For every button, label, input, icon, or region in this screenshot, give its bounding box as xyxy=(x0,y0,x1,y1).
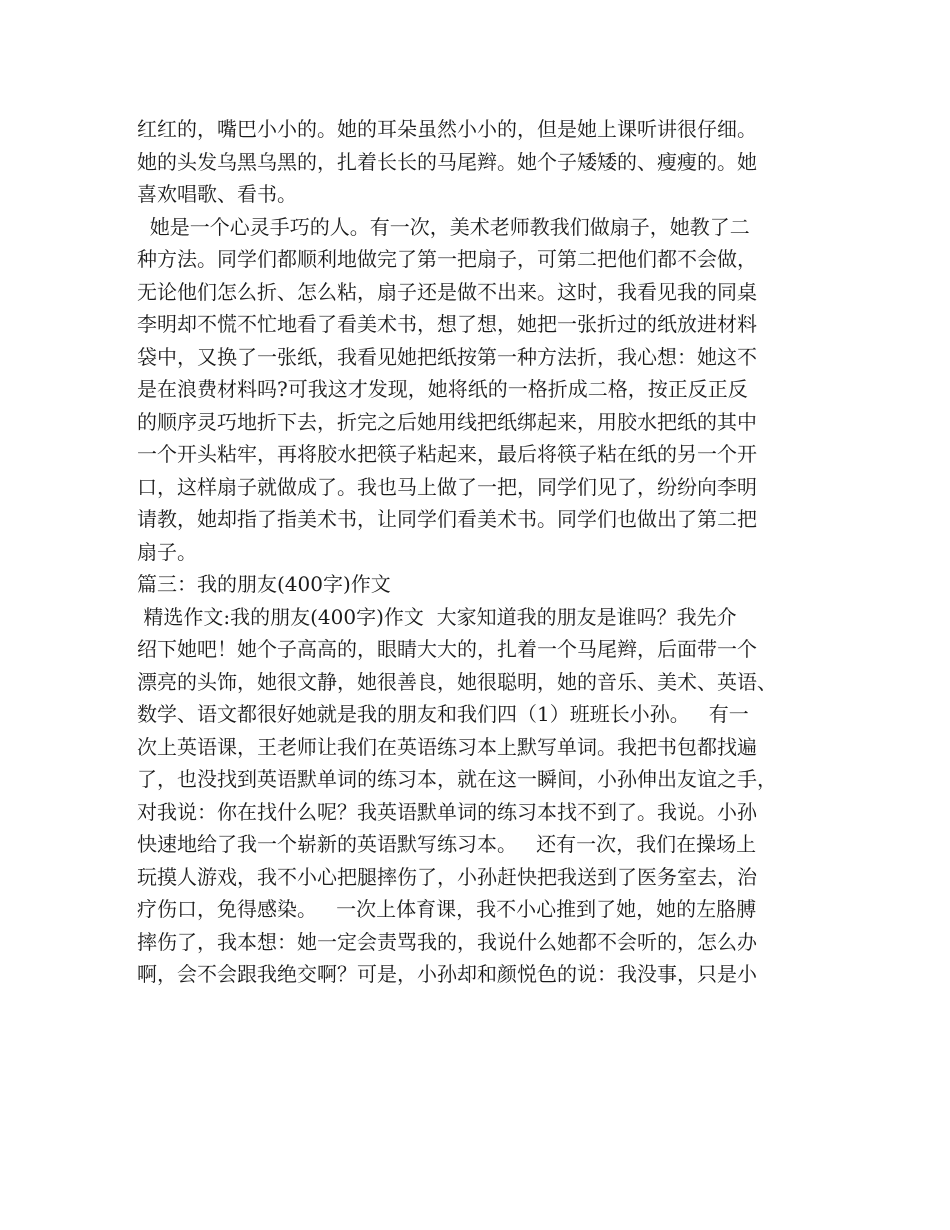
text-line: 袋中，又换了一张纸，我看见她把纸按第一种方法折，我心想：她这不 xyxy=(137,344,757,369)
text-line: 请教，她却指了指美术书，让同学们看美术书。同学们也做出了第二把 xyxy=(137,507,757,531)
text-line: 无论他们怎么折、怎么粘，扇子还是做不出来。这时，我看见我的同桌 xyxy=(137,279,757,304)
text-line: 喜欢唱歌、看书。 xyxy=(137,182,297,206)
text-line: 数学、语文都很好她就是我的朋友和我们四（1）班班长小孙。 有一 xyxy=(137,702,749,726)
text-line: 对我说：你在找什么呢？我英语默单词的练习本找不到了。我说。小孙 xyxy=(137,799,757,824)
text-line: 一个开头粘牢，再将胶水把筷子粘起来，最后将筷子粘在纸的另一个开 xyxy=(137,442,757,466)
text-line: 了，也没找到英语默单词的练习本，就在这一瞬间，小孙伸出友谊之手， xyxy=(137,767,777,791)
text-line: 是在浪费材料吗?可我这才发现，她将纸的一格折成二格，按正反正反 xyxy=(137,377,748,401)
text-line: 她的头发乌黑乌黑的，扎着长长的马尾辫。她个子矮矮的、瘦瘦的。她 xyxy=(137,149,757,174)
text-line: 快速地给了我一个崭新的英语默写练习本。 还有一次，我们在操场上 xyxy=(137,832,757,856)
text-line: 绍下她吧！她个子高高的，眼睛大大的，扎着一个马尾辫，后面带一个 xyxy=(137,637,757,661)
text-line: 李明却不慌不忙地看了看美术书，想了想，她把一张折过的纸放进材料 xyxy=(137,312,757,336)
text-line: 漂亮的头饰，她很文静，她很善良，她很聪明，她的音乐、美术、英语、 xyxy=(137,669,777,694)
text-line: 玩摸人游戏，我不小心把腿摔伤了，小孙赶快把我送到了医务室去，治 xyxy=(137,864,757,889)
text-line: 次上英语课，王老师让我们在英语练习本上默写单词。我把书包都找遍 xyxy=(137,734,757,759)
text-line: 种方法。同学们都顺利地做完了第一把扇子，可第二把他们都不会做， xyxy=(137,247,757,271)
text-line: 扇子。 xyxy=(137,539,197,564)
text-line: 的顺序灵巧地折下去，折完之后她用线把纸绑起来，用胶水把纸的其中 xyxy=(137,409,757,434)
text-line: 口，这样扇子就做成了。我也马上做了一把，同学们见了，纷纷向李明 xyxy=(137,474,757,499)
document-page xyxy=(137,113,827,991)
text-line: 她是一个心灵手巧的人。有一次，美术老师教我们做扇子，她教了二 xyxy=(137,214,750,239)
text-line: 红红的，嘴巴小小的。她的耳朵虽然小小的，但是她上课听讲很仔细。 xyxy=(137,117,757,141)
text-line: 精选作文:我的朋友(400字)作文 大家知道我的朋友是谁吗？我先介 xyxy=(137,604,737,629)
section-heading: 篇三：我的朋友(400字)作文 xyxy=(137,572,391,596)
text-line: 疗伤口，免得感染。 一次上体育课，我不小心推到了她，她的左胳膊 xyxy=(137,897,757,921)
text-line: 啊，会不会跟我绝交啊？可是，小孙却和颜悦色的说：我没事，只是小 xyxy=(137,962,757,986)
text-line: 摔伤了，我本想：她一定会责骂我的，我说什么她都不会听的，怎么办 xyxy=(137,929,757,954)
